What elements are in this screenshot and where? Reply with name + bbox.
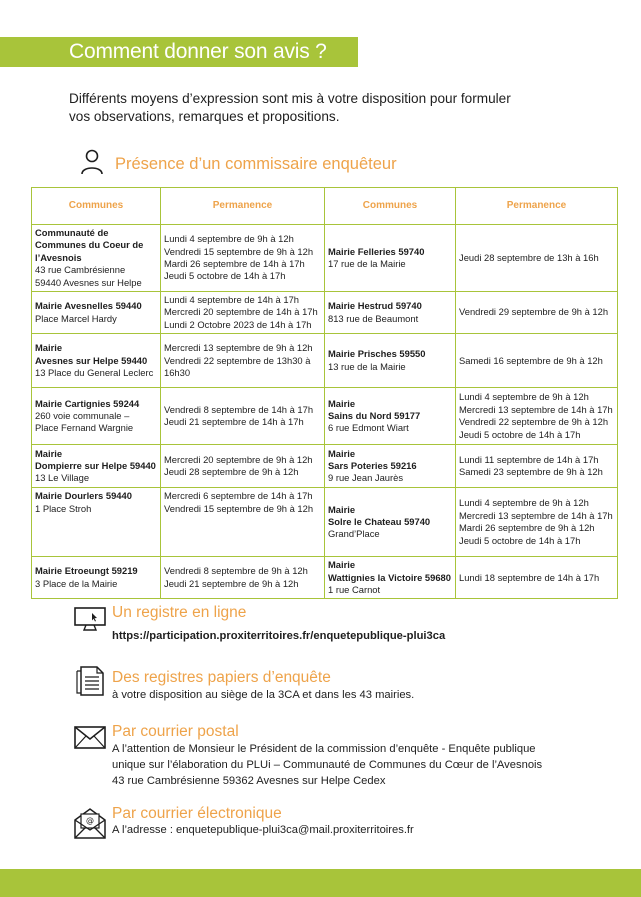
registres-papiers-title: Des registres papiers d’enquête <box>112 669 331 686</box>
commune-name: Mairie Prisches 59550 <box>328 348 426 360</box>
commune-address: Place Fernand Wargnie <box>35 422 134 434</box>
permanence-slot: Lundi 2 Octobre 2023 de 14h à 17h <box>164 318 312 330</box>
document-icon <box>75 665 105 697</box>
permanence-slot: Jeudi 28 septembre de 9h à 12h <box>164 466 299 478</box>
permanence-slot: Mercredi 6 septembre de 14h à 17h <box>164 490 313 502</box>
permanence-slot: Vendredi 22 septembre de 9h à 12h <box>459 416 609 428</box>
email-icon <box>73 806 107 840</box>
commune-cell <box>32 334 161 388</box>
commune-address: 43 rue Cambrésienne <box>35 264 126 276</box>
permanence-slot: Jeudi 5 octobre de 14h à 17h <box>164 270 286 282</box>
permanence-cell <box>161 225 325 292</box>
commune-cell <box>32 445 161 488</box>
person-icon <box>78 148 106 176</box>
permanences-table <box>31 187 618 599</box>
commune-name: Sains du Nord 59177 <box>328 410 421 422</box>
header-permanence-1: Permanence <box>161 188 325 225</box>
permanence-slot: Mercredi 13 septembre de 9h à 12h <box>164 342 313 354</box>
permanence-cell <box>456 292 618 334</box>
commune-name: Mairie Dourlers 59440 <box>35 490 132 502</box>
commune-name: Mairie <box>328 503 356 515</box>
svg-text:@: @ <box>86 816 94 825</box>
permanence-cell <box>456 557 618 599</box>
commune-name: Mairie <box>328 559 356 571</box>
permanence-slot: Jeudi 5 octobre de 14h à 17h <box>459 428 581 440</box>
commune-name: Mairie <box>35 342 63 354</box>
permanence-cell <box>456 445 618 488</box>
commune-address: Grand’Place <box>328 528 380 540</box>
permanence-slot: Samedi 16 septembre de 9h à 12h <box>459 354 603 366</box>
commune-cell <box>32 388 161 445</box>
registre-en-ligne-title: Un registre en ligne <box>112 604 247 621</box>
permanence-cell <box>161 292 325 334</box>
intro-line-2: vos observations, remarques et propositions. <box>69 109 340 124</box>
table-row <box>32 292 618 334</box>
table-row <box>32 388 618 445</box>
permanence-cell <box>161 334 325 388</box>
permanence-slot: Mercredi 20 septembre de 14h à 17h <box>164 306 318 318</box>
commune-name: Dompierre sur Helpe 59440 <box>35 460 156 472</box>
courrier-electronique-title: Par courrier électronique <box>112 805 282 822</box>
computer-icon <box>73 606 107 632</box>
registres-papiers-text: à votre disposition au siège de la 3CA et dans les 43 mairies. <box>112 689 415 701</box>
permanence-slot: Mardi 26 septembre de 9h à 12h <box>459 522 595 534</box>
permanence-slot: Lundi 4 septembre de 9h à 12h <box>459 497 589 509</box>
commune-address: Place Marcel Hardy <box>35 312 117 324</box>
commune-cell <box>32 557 161 599</box>
commune-cell <box>325 225 456 292</box>
table-row <box>32 557 618 599</box>
permanence-slot: Lundi 4 septembre de 9h à 12h <box>164 233 294 245</box>
commune-name: Mairie <box>328 397 356 409</box>
commune-name: Avesnes sur Helpe 59440 <box>35 354 148 366</box>
header-communes-2: Communes <box>325 188 456 225</box>
commune-address: 6 rue Edmont Wiart <box>328 422 409 434</box>
permanence-slot: Jeudi 21 septembre de 14h à 17h <box>164 416 304 428</box>
commune-address: 260 voie communale – <box>35 410 130 422</box>
commune-cell <box>325 334 456 388</box>
permanence-slot: Vendredi 22 septembre de 13h30 à 16h30 <box>164 354 311 378</box>
commune-address: 9 rue Jean Jaurès <box>328 472 404 484</box>
permanence-cell <box>161 488 325 557</box>
commune-address: 17 rue de la Mairie <box>328 258 406 270</box>
commune-name: Mairie Hestrud 59740 <box>328 300 422 312</box>
permanence-cell <box>456 488 618 557</box>
commune-address: 813 rue de Beaumont <box>328 312 419 324</box>
commune-cell <box>32 292 161 334</box>
permanence-slot: Samedi 23 septembre de 9h à 12h <box>459 466 603 478</box>
commune-address: 13 rue de la Mairie <box>328 360 406 372</box>
permanence-slot: Mercredi 20 septembre de 9h à 12h <box>164 453 313 465</box>
commune-cell <box>325 388 456 445</box>
permanence-cell <box>161 445 325 488</box>
commune-cell <box>32 225 161 292</box>
permanence-slot: Jeudi 28 septembre de 13h à 16h <box>459 251 599 263</box>
permanence-slot: Vendredi 8 septembre de 9h à 12h <box>164 565 308 577</box>
permanence-cell <box>456 225 618 292</box>
commune-cell <box>325 292 456 334</box>
commune-name: Solre le Chateau 59740 <box>328 516 431 528</box>
commune-name: Mairie <box>328 447 356 459</box>
permanence-slot: Lundi 11 septembre de 14h à 17h <box>459 453 599 465</box>
commune-cell <box>32 488 161 557</box>
header-communes-1: Communes <box>32 188 161 225</box>
commissaire-title: Présence d’un commissaire enquêteur <box>115 155 397 173</box>
commune-name: Mairie <box>35 447 63 459</box>
table-row <box>32 445 618 488</box>
permanence-slot: Jeudi 5 octobre de 14h à 17h <box>459 534 581 546</box>
permanence-slot: Vendredi 15 septembre de 9h à 12h <box>164 245 314 257</box>
commune-address: 3 Place de la Mairie <box>35 577 118 589</box>
permanence-slot: Lundi 4 septembre de 9h à 12h <box>459 391 589 403</box>
permanence-cell <box>161 388 325 445</box>
permanence-cell <box>456 334 618 388</box>
permanence-slot: Mardi 26 septembre de 14h à 17h <box>164 258 305 270</box>
table-row <box>32 225 618 292</box>
permanence-slot: Lundi 18 septembre de 14h à 17h <box>459 571 600 583</box>
permanence-cell <box>161 557 325 599</box>
commune-name: Sars Poteries 59216 <box>328 460 417 472</box>
courrier-postal-line-2: unique sur l’élaboration du PLUi – Communauté de Communes du Cœur de l’Avesnois <box>112 759 543 771</box>
commune-cell <box>325 445 456 488</box>
commune-address: 1 Place Stroh <box>35 502 92 514</box>
permanence-slot: Vendredi 8 septembre de 14h à 17h <box>164 403 314 415</box>
permanence-slot: Vendredi 15 septembre de 9h à 12h <box>164 502 314 514</box>
permanence-cell <box>456 388 618 445</box>
footer-bar <box>0 869 641 897</box>
permanence-slot: Jeudi 21 septembre de 9h à 12h <box>164 577 299 589</box>
courrier-electronique-text[interactable]: A l’adresse : enquetepublique-plui3ca@mail.proxiterritoires.fr <box>112 824 414 836</box>
page-title: Comment donner son avis ? <box>69 40 327 63</box>
commune-name: Mairie Cartignies 59244 <box>35 397 140 409</box>
envelope-icon <box>73 725 107 751</box>
commune-cell <box>325 488 456 557</box>
commune-address: 1 rue Carnot <box>328 584 381 596</box>
commune-name: Mairie Felleries 59740 <box>328 245 425 257</box>
commune-address: 13 Place du General Leclerc <box>35 366 154 378</box>
courrier-postal-line-1: A l’attention de Monsieur le Président de la commission d’enquête - Enquête publique <box>112 743 536 755</box>
courrier-postal-title: Par courrier postal <box>112 723 239 740</box>
commune-name: Wattignies la Victoire 59680 <box>328 571 451 583</box>
commune-cell <box>325 557 456 599</box>
permanence-slot: Mercredi 13 septembre de 14h à 17h <box>459 509 613 521</box>
table-row <box>32 334 618 388</box>
table-header-row <box>32 188 618 225</box>
courrier-postal-line-3: 43 rue Cambrésienne 59362 Avesnes sur Helpe Cedex <box>112 775 386 787</box>
intro-line-1: Différents moyens d’expression sont mis à votre disposition pour formuler <box>69 91 511 106</box>
commune-address: 13 Le Village <box>35 472 90 484</box>
registre-en-ligne-url[interactable]: https://participation.proxiterritoires.fr/enquetepublique-plui3ca <box>112 630 446 642</box>
intro-text <box>69 90 569 126</box>
commune-address: 59440 Avesnes sur Helpe <box>35 276 142 288</box>
header-permanence-2: Permanence <box>456 188 618 225</box>
commune-name: Mairie Etroeungt 59219 <box>35 565 138 577</box>
commune-name: Communauté de Communes du Coeur de l’Avesnois <box>35 227 144 263</box>
permanence-slot: Lundi 4 septembre de 14h à 17h <box>164 294 299 306</box>
table-row <box>32 488 618 557</box>
commune-name: Mairie Avesnelles 59440 <box>35 300 142 312</box>
permanence-slot: Vendredi 29 septembre de 9h à 12h <box>459 306 609 318</box>
permanence-slot: Mercredi 13 septembre de 14h à 17h <box>459 403 613 415</box>
